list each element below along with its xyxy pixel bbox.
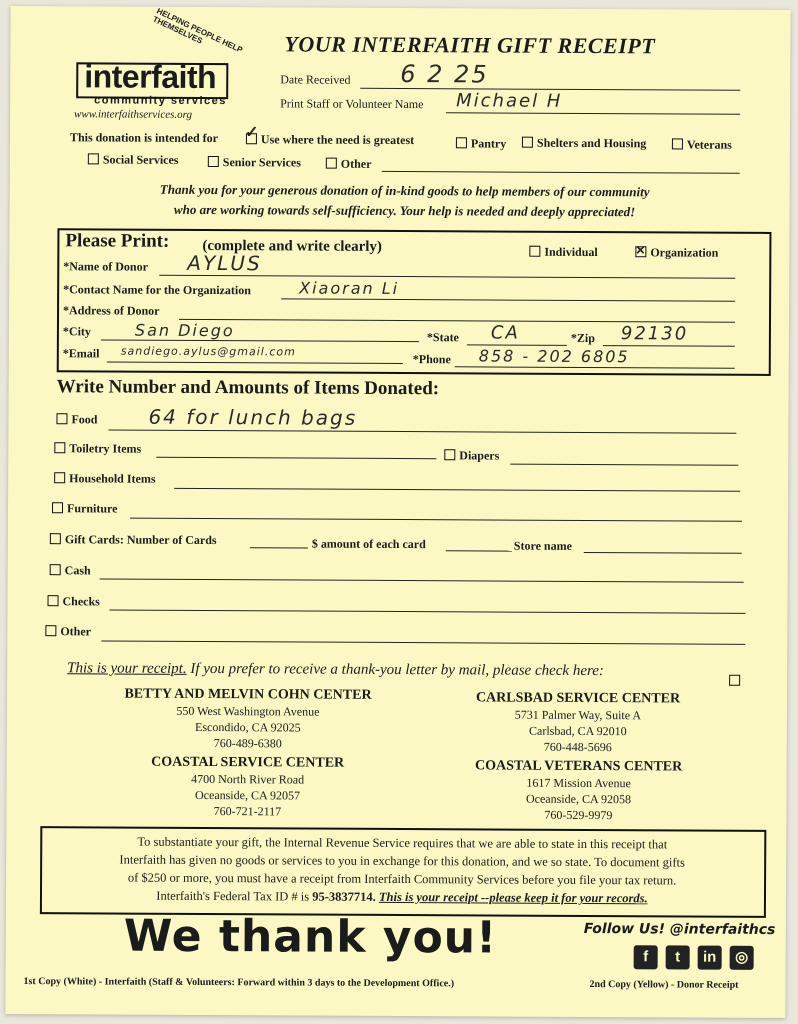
checkbox-icon[interactable] <box>88 153 99 164</box>
center-city: Oceanside, CA 92057 <box>194 787 301 803</box>
center-street: 4700 North River Road <box>191 771 305 787</box>
option-greatest-need[interactable]: ✓ Use where the need is greatest <box>246 132 414 148</box>
state-value[interactable]: CA <box>490 322 520 344</box>
checkbox-icon[interactable] <box>729 675 740 686</box>
center-city: Carlsbad, CA 92010 <box>528 723 627 739</box>
city-label: *City <box>62 324 91 339</box>
checkbox-icon[interactable] <box>50 564 61 575</box>
facebook-icon[interactable]: f <box>634 945 658 969</box>
staff-label: Print Staff or Volunteer Name <box>280 96 424 112</box>
receipt-line-lead: This is your receipt. <box>67 660 187 677</box>
twitter-icon[interactable]: t <box>666 945 690 969</box>
checkbox-icon[interactable] <box>48 595 59 606</box>
checked-checkbox-icon[interactable] <box>635 246 646 257</box>
checkbox-icon[interactable] <box>672 138 683 149</box>
gift-cards-option[interactable]: Gift Cards: Number of Cards <box>50 532 217 548</box>
donor-name-label: *Name of Donor <box>63 259 148 274</box>
option-veterans[interactable]: Veterans <box>672 137 732 152</box>
receipt-line-rest: If you prefer to receive a thank-you letter by mail, please check here: <box>190 660 604 680</box>
city-value[interactable]: San Diego <box>134 320 235 341</box>
center-name: CARLSBAD SERVICE CENTER <box>475 690 681 707</box>
center-cohn <box>103 686 393 752</box>
email-value[interactable]: sandiego.aylus@gmail.com <box>120 344 296 359</box>
checkbox-icon[interactable] <box>456 137 467 148</box>
intended-label: This donation is intended for <box>69 130 219 146</box>
center-coastal <box>112 755 382 820</box>
page-title: YOUR INTERFAITH GIFT RECEIPT <box>284 31 656 59</box>
checks-option[interactable]: Checks <box>47 594 99 609</box>
center-city: Escondido, CA 92025 <box>194 719 301 735</box>
state-label: *State <box>426 330 459 345</box>
other-option[interactable]: Other <box>45 624 91 639</box>
logo-name: interfaith <box>84 58 217 96</box>
staff-value[interactable]: Michael H <box>456 90 563 112</box>
center-carlsbad <box>443 690 713 755</box>
checkbox-icon[interactable] <box>52 502 63 513</box>
phone-value[interactable]: 858 - 202 6805 <box>478 346 630 367</box>
gift-card-amount-label: $ amount of each card <box>311 536 426 552</box>
checkbox-icon[interactable] <box>56 413 67 424</box>
thank-you-letter-checkbox[interactable] <box>729 672 744 690</box>
type-individual[interactable]: Individual <box>529 245 597 260</box>
type-organization[interactable]: ✕ Organization <box>635 245 718 260</box>
tax-id: 95-3837714. <box>312 889 376 904</box>
zip-value[interactable]: 92130 <box>620 323 689 345</box>
address-label: *Address of Donor <box>63 303 160 318</box>
center-phone: 760-489-6380 <box>213 736 282 751</box>
irs-notice <box>42 832 762 908</box>
zip-label: *Zip <box>570 330 595 346</box>
checkbox-icon[interactable] <box>54 472 65 483</box>
irs-line-4: Interfaith's Federal Tax ID # is 95-3837714. This is your receipt --please keep it for your records. <box>156 888 648 906</box>
store-name-label: Store name <box>513 538 572 553</box>
thank-note-1: Thank you for your generous donation of in-kind goods to help members of our community <box>159 181 650 200</box>
center-city: Oceanside, CA 92058 <box>525 791 632 807</box>
checkbox-icon[interactable] <box>522 137 533 148</box>
center-name: BETTY AND MELVIN COHN CENTER <box>124 686 372 703</box>
checked-checkbox-icon[interactable] <box>246 133 257 144</box>
linkedin-icon[interactable]: in <box>698 946 722 970</box>
irs-line-2: Interfaith has given no goods or services to you in exchange for this donation, and we so state. To document gifts <box>119 852 685 870</box>
center-name: COASTAL SERVICE CENTER <box>151 754 345 771</box>
checkbox-icon[interactable] <box>529 246 540 257</box>
center-phone: 760-529-9979 <box>544 807 613 823</box>
center-name: COASTAL VETERANS CENTER <box>475 758 683 775</box>
cash-option[interactable]: Cash <box>50 563 91 578</box>
furniture-option[interactable]: Furniture <box>52 501 118 516</box>
items-heading: Write Number and Amounts of Items Donated: <box>56 376 440 400</box>
logo-tagline: HELPING PEOPLE HELP THEMSELVES <box>151 6 244 55</box>
receipt-paper <box>5 6 790 1018</box>
email-label: *Email <box>62 346 100 361</box>
please-print-subheading: (complete and write clearly) <box>202 237 382 255</box>
logo-subtitle: community services <box>94 94 227 108</box>
social-links <box>630 945 754 970</box>
date-received-label: Date Received <box>280 72 351 87</box>
checkbox-icon[interactable] <box>444 449 455 460</box>
contact-value[interactable]: Xiaoran Li <box>299 278 400 299</box>
contact-label: *Contact Name for the Organization <box>63 282 251 298</box>
instagram-icon[interactable]: ◎ <box>730 946 754 970</box>
checkbox-icon[interactable] <box>208 156 219 167</box>
center-street: 550 West Washington Avenue <box>176 703 320 719</box>
receipt-line <box>67 660 604 680</box>
center-street: 1617 Mission Avenue <box>526 775 631 791</box>
household-option[interactable]: Household Items <box>54 471 155 487</box>
option-social[interactable]: Social Services <box>88 152 179 167</box>
center-phone: 760-448-5696 <box>543 739 612 755</box>
option-pantry[interactable]: Pantry <box>456 136 506 151</box>
food-value[interactable]: 64 for lunch bags <box>148 404 358 430</box>
checkbox-icon[interactable] <box>50 533 61 544</box>
irs-line-1: To substantiate your gift, the Internal Revenue Service requires that we are able to state in this receipt that <box>137 834 668 852</box>
please-print-heading: Please Print: <box>65 230 170 252</box>
footer-left: 1st Copy (White) - Interfaith (Staff & Volunteers: Forward within 3 days to the Development Office.) <box>23 976 455 990</box>
irs-line-3: of $250 or more, you must have a receipt from Interfaith Community Services before you file your tax return. <box>127 870 677 888</box>
checkbox-icon[interactable] <box>54 442 65 453</box>
center-phone: 760-721-2117 <box>213 804 282 819</box>
keep-receipt-note: This is your receipt --please keep it for your records. <box>378 889 648 906</box>
option-shelters[interactable]: Shelters and Housing <box>522 136 646 152</box>
date-received-value[interactable]: 6 2 25 <box>400 60 489 89</box>
checkbox-icon[interactable] <box>45 625 56 636</box>
phone-label: *Phone <box>412 352 451 367</box>
thank-note-2: who are working towards self-sufficiency. Your help is needed and deeply appreciated! <box>173 201 636 220</box>
center-street: 5731 Palmer Way, Suite A <box>514 707 642 723</box>
option-senior[interactable]: Senior Services <box>208 155 301 170</box>
logo-url: www.interfaithservices.org <box>74 108 193 121</box>
toiletry-option[interactable]: Toiletry Items <box>54 441 141 456</box>
food-option[interactable]: Food <box>56 412 97 427</box>
follow-us: Follow Us! @interfaithcs <box>583 920 776 938</box>
option-other[interactable]: Other <box>326 157 372 172</box>
center-veterans <box>438 758 718 823</box>
we-thank-you: We thank you! <box>123 910 498 964</box>
checkbox-icon[interactable] <box>326 158 337 169</box>
diapers-option[interactable]: Diapers <box>444 448 499 463</box>
donor-name-value[interactable]: AYLUS <box>187 250 262 276</box>
footer-right: 2nd Copy (Yellow) - Donor Receipt <box>589 979 739 991</box>
